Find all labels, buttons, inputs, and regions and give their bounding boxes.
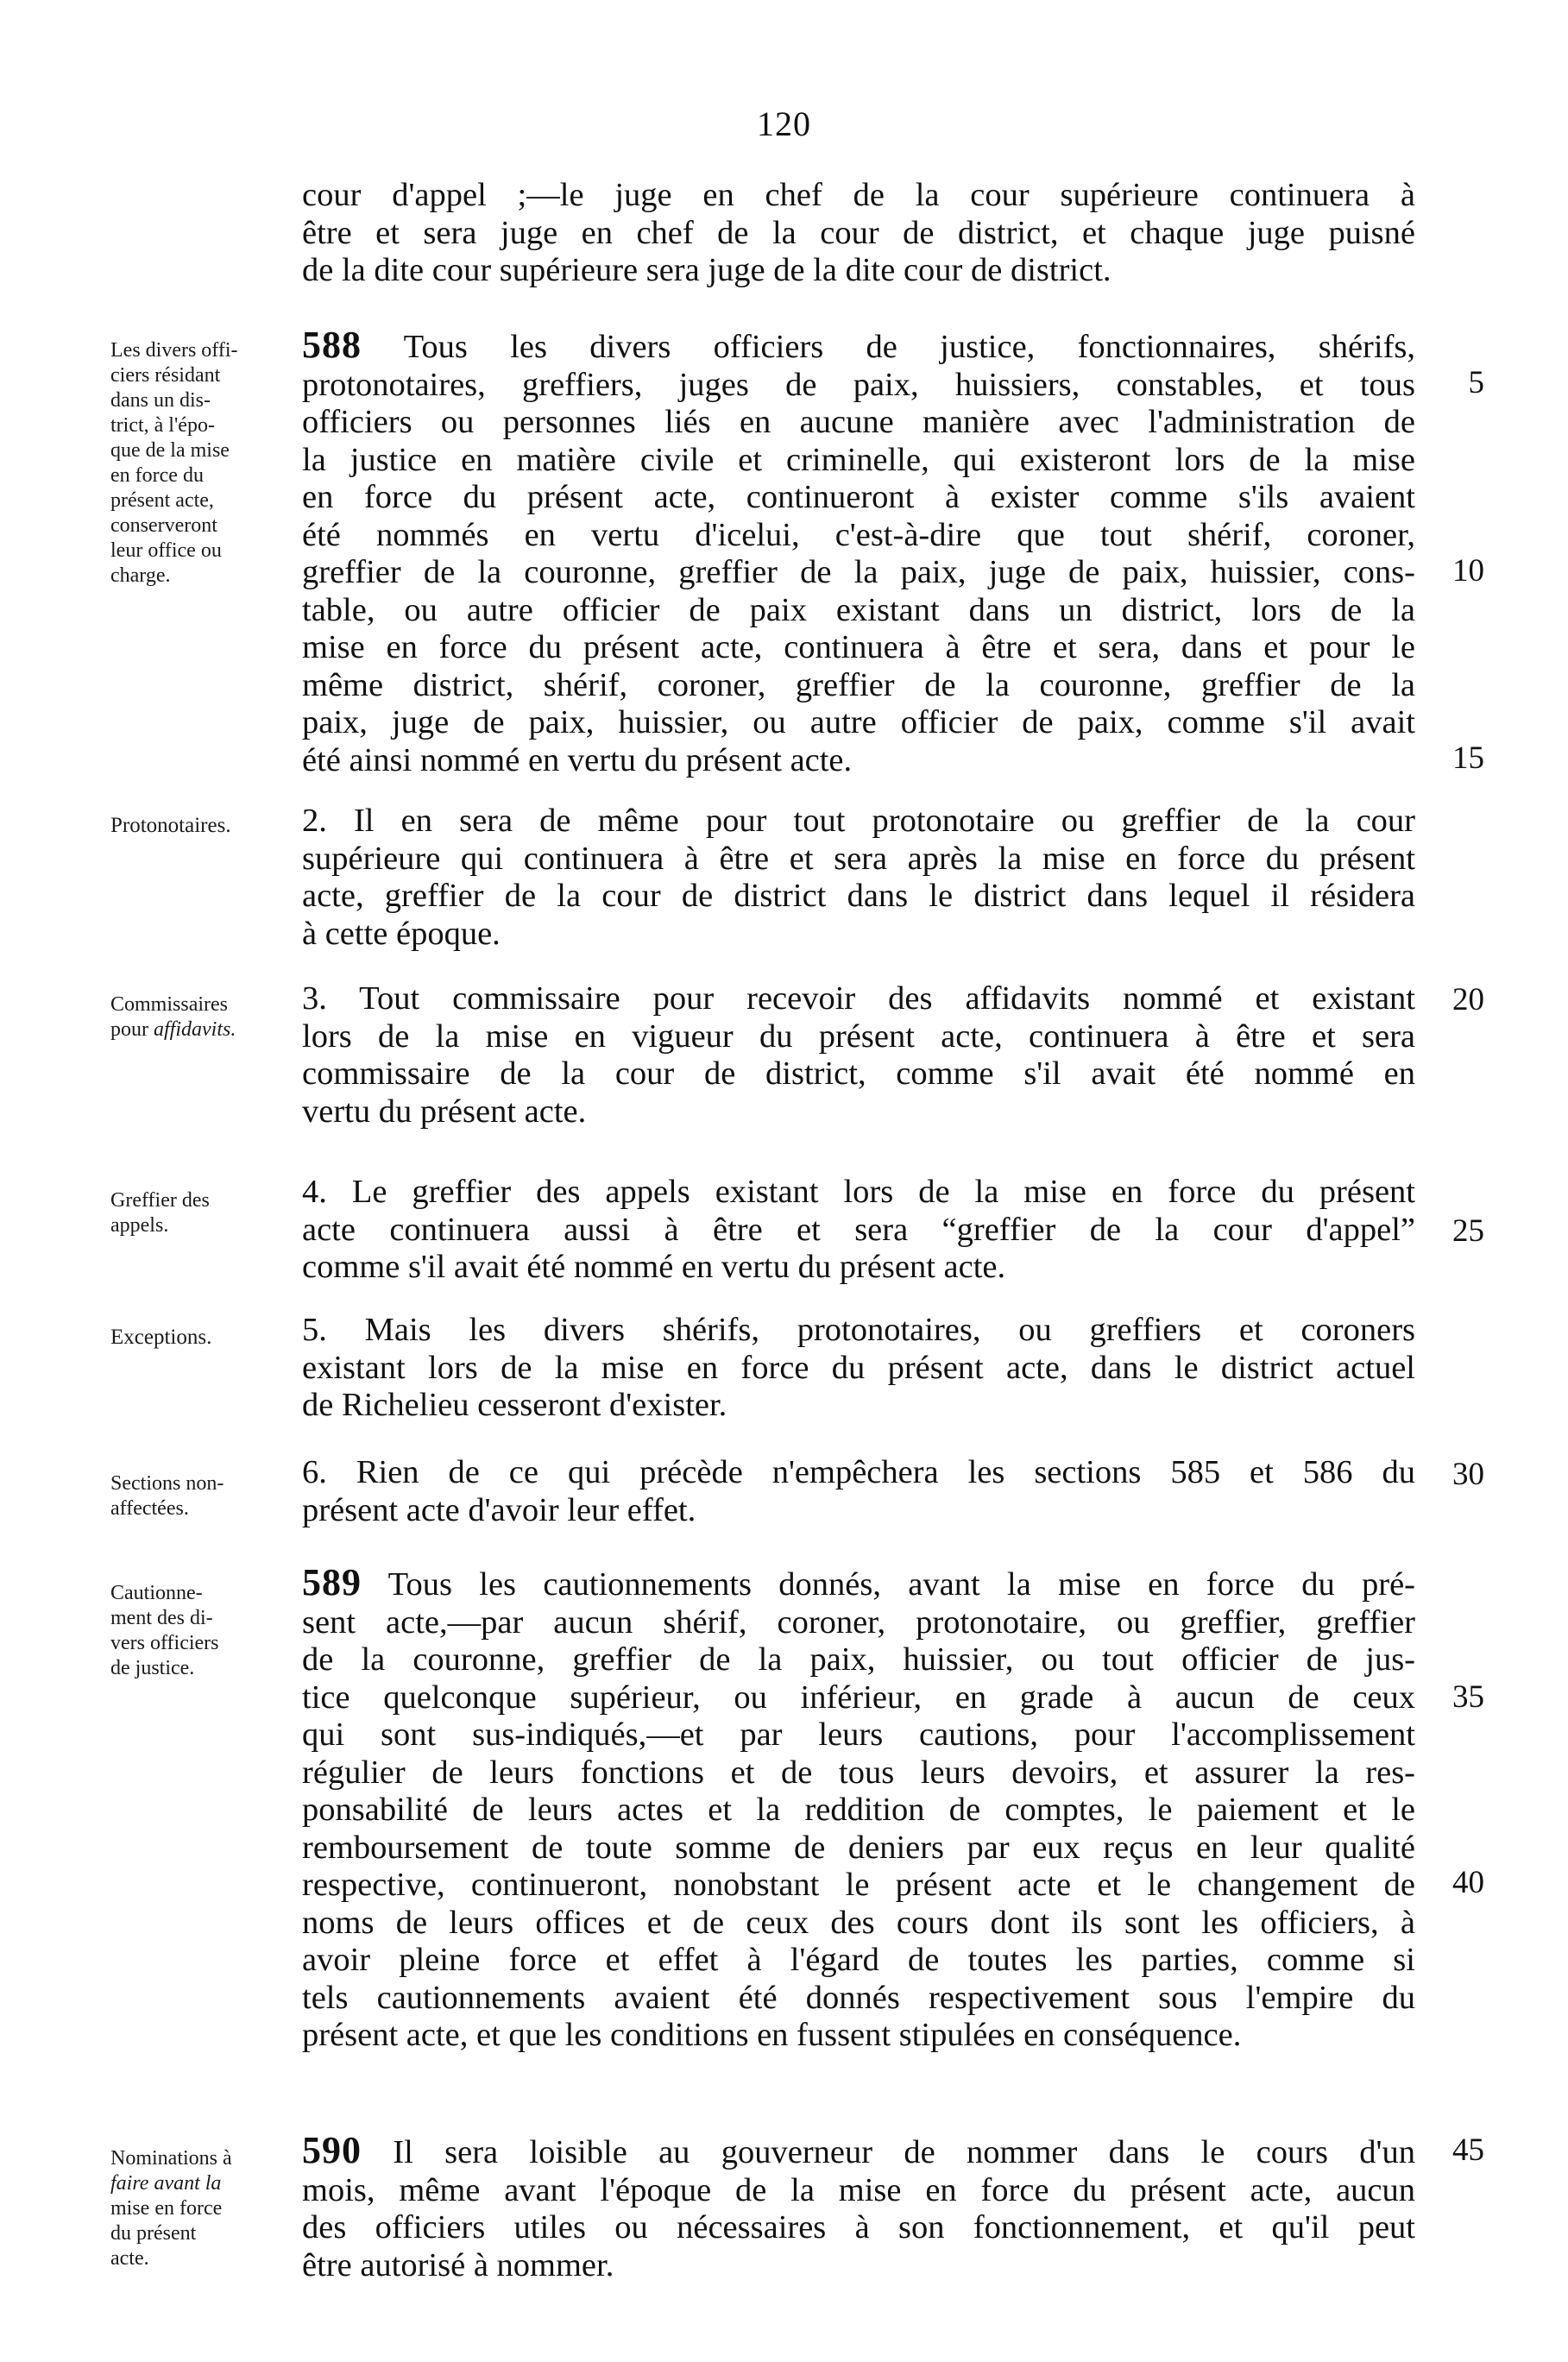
text-line: ponsabilité de leurs actes et la reddition de comptes, le paiement et le	[302, 1792, 1415, 1828]
text-line: mois, même avant l'époque de la mise en force du présent acte, aucun	[302, 2171, 1415, 2208]
margin-line: ciers résidant	[110, 364, 221, 387]
text-line: officiers ou personnes liés en aucune manière avec l'administration de	[302, 404, 1415, 440]
text-line: des officiers utiles ou nécessaires à son fonctionnement, et qu'il peut	[302, 2209, 1415, 2245]
text-line: vertu du présent acte.	[302, 1093, 587, 1130]
line-number: 5	[1468, 365, 1484, 400]
line-number: 35	[1452, 1679, 1484, 1715]
margin-note-5	[110, 1325, 292, 1350]
text-line: en force du présent acte, continueront à exister comme s'ils avaient	[302, 479, 1415, 515]
section-590	[302, 2129, 1415, 2284]
text-line: cour d'appel ;—le juge en chef de la cour supérieure continuera à	[302, 177, 1415, 213]
text-line: 590 Il sera loisible au gouverneur de nommer dans le cours d'un	[302, 2129, 1415, 2171]
intro-paragraph	[302, 177, 1415, 290]
text-line: acte continuera aussi à être et sera “greffier de la cour d'appel”	[302, 1211, 1415, 1248]
text-line: tice quelconque supérieur, ou inférieur, en grade à aucun de ceux	[302, 1679, 1415, 1716]
text-line: acte, greffier de la cour de district dans le district dans lequel il résidera	[302, 878, 1415, 914]
margin-note-588	[110, 338, 292, 589]
text-line: 2. Il en sera de même pour tout protonotaire ou greffier de la cour	[302, 803, 1415, 839]
text-line: 3. Tout commissaire pour recevoir des affidavits nommé et existant	[302, 980, 1415, 1017]
text-line: de la dite cour supérieure sera juge de la dite cour de district.	[302, 252, 1111, 288]
section-2	[302, 803, 1415, 953]
text-line: 588 Tous les divers officiers de justice, fonctionnaires, shérifs,	[302, 324, 1415, 366]
section-4	[302, 1174, 1415, 1287]
margin-note-589	[110, 1581, 292, 1681]
line-number: 15	[1452, 740, 1484, 776]
text-line: été ainsi nommé en vertu du présent acte.	[302, 741, 853, 778]
text-line: protonotaires, greffiers, juges de paix, huissiers, constables, et tous	[302, 366, 1415, 403]
text-line: respective, continueront, nonobstant le présent acte et le changement de	[302, 1867, 1415, 1903]
margin-line: leur office ou	[110, 539, 222, 562]
section-3	[302, 980, 1415, 1131]
line-number: 20	[1452, 982, 1484, 1017]
line-number: 40	[1452, 1865, 1484, 1900]
text-line: à cette époque.	[302, 915, 501, 952]
margin-line: Exceptions.	[110, 1326, 212, 1349]
section-number: 588	[302, 324, 362, 366]
margin-line: affectées.	[110, 1497, 189, 1520]
text-line: lors de la mise en vigueur du présent acte, continuera à être et sera	[302, 1017, 1415, 1055]
line-number: 10	[1452, 553, 1484, 589]
margin-note-6	[110, 1471, 292, 1521]
text-line: même district, shérif, coroner, greffier de la couronne, greffier de la	[302, 666, 1415, 703]
margin-line: acte.	[110, 2247, 149, 2270]
text-line: greffier de la couronne, greffier de la paix, juge de paix, huissier, cons-	[302, 554, 1415, 590]
margin-note-3	[110, 992, 292, 1042]
text-line: de Richelieu cesseront d'exister.	[302, 1387, 727, 1423]
text-line: 6. Rien de ce qui précède n'empêchera les sections 585 et 586 du	[302, 1454, 1415, 1490]
text-line: 4. Le greffier des appels existant lors de la mise en force du présent	[302, 1174, 1415, 1210]
section-588	[302, 326, 1415, 779]
margin-line: en force du	[110, 464, 204, 487]
margin-line: dans un dis-	[110, 389, 211, 412]
text-line: été nommés en vertu d'icelui, c'est-à-dire que tout shérif, coroner,	[302, 516, 1415, 553]
line-number: 30	[1452, 1457, 1484, 1492]
margin-line: charge.	[110, 564, 171, 587]
text-line: noms de leurs offices et de ceux des cours dont ils sont les officiers, à	[302, 1904, 1415, 1941]
line-number: 45	[1452, 2132, 1484, 2168]
margin-line: Les divers offi-	[110, 339, 238, 362]
margin-line: pour affidavits.	[110, 1018, 236, 1041]
text-line: de la couronne, greffier de la paix, huissier, ou tout officier de jus-	[302, 1641, 1415, 1678]
margin-line: conserveront	[110, 514, 217, 537]
margin-line: Sections non-	[110, 1472, 224, 1495]
text-line: commissaire de la cour de district, comme s'il avait été nommé en	[302, 1055, 1415, 1092]
text-line: être et sera juge en chef de la cour de district, et chaque juge puisné	[302, 214, 1415, 251]
text-line: présent acte, et que les conditions en fussent stipulées en conséquence.	[302, 2017, 1242, 2053]
line-number: 25	[1452, 1213, 1484, 1249]
text-line: existant lors de la mise en force du présent acte, dans le district actuel	[302, 1349, 1415, 1386]
margin-line: Greffier des	[110, 1189, 210, 1212]
text-line: être autorisé à nommer.	[302, 2246, 614, 2283]
section-number: 589	[302, 1561, 362, 1603]
text-line: table, ou autre officier de paix existant dans un district, lors de la	[302, 591, 1415, 628]
section-5	[302, 1312, 1415, 1425]
text-line: supérieure qui continuera à être et sera après la mise en force du présent	[302, 840, 1415, 877]
margin-line: Commissaires	[110, 993, 228, 1016]
page-number: 120	[757, 104, 811, 143]
text-line: qui sont sus-indiqués,—et par leurs cautions, pour l'accomplissement	[302, 1716, 1415, 1753]
text-line: la justice en matière civile et criminelle, qui existeront lors de la mise	[302, 441, 1415, 478]
margin-line: ment des di-	[110, 1607, 213, 1629]
text-line: comme s'il avait été nommé en vertu du présent acte.	[302, 1249, 1006, 1285]
margin-note-2	[110, 813, 292, 838]
text-line: avoir pleine force et effet à l'égard de toutes les parties, comme si	[302, 1942, 1415, 1978]
margin-line: du présent	[110, 2222, 197, 2245]
text-line: 5. Mais les divers shérifs, protonotaires, ou greffiers et coroners	[302, 1312, 1415, 1348]
text-line: présent acte d'avoir leur effet.	[302, 1491, 696, 1528]
margin-line: mise en force	[110, 2197, 223, 2220]
margin-line: présent acte,	[110, 489, 214, 512]
section-589	[302, 1561, 1415, 2055]
text-line: 589 Tous les cautionnements donnés, avant la mise en force du pré-	[302, 1561, 1415, 1603]
section-number: 590	[302, 2129, 362, 2171]
text-line: régulier de leurs fonctions et de tous leurs devoirs, et assurer la res-	[302, 1754, 1415, 1791]
margin-line: appels.	[110, 1214, 169, 1237]
margin-line: Cautionne-	[110, 1582, 203, 1604]
margin-note-590	[110, 2146, 292, 2271]
section-6	[302, 1454, 1415, 1529]
margin-line: trict, à l'épo-	[110, 414, 215, 437]
text-line: sent acte,—par aucun shérif, coroner, protonotaire, ou greffier, greffier	[302, 1603, 1415, 1641]
margin-line: que de la mise	[110, 439, 230, 462]
margin-line: faire avant la	[110, 2172, 222, 2195]
text-line: remboursement de toute somme de deniers par eux reçus en leur qualité	[302, 1829, 1415, 1866]
margin-line: de justice.	[110, 1657, 195, 1679]
text-line: mise en force du présent acte, continuera à être et sera, dans et pour le	[302, 629, 1415, 665]
margin-line: vers officiers	[110, 1632, 219, 1654]
margin-note-4	[110, 1188, 292, 1238]
text-line: tels cautionnements avaient été donnés respectivement sous l'empire du	[302, 1979, 1415, 2016]
margin-line: Protonotaires.	[110, 814, 231, 837]
text-line: paix, juge de paix, huissier, ou autre officier de paix, comme s'il avait	[302, 704, 1415, 740]
margin-line: Nominations à	[110, 2147, 232, 2170]
